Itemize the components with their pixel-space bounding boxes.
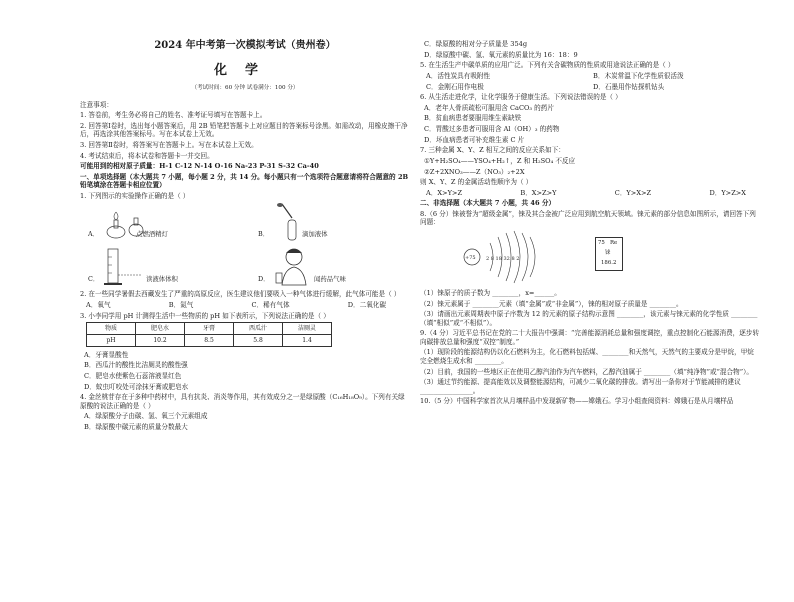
q4-option-b: B．绿原酸中碳元素的质量分数最大 [84,422,188,431]
q6-stem: 6. 从生活走进化学，让化学服务于健康生活。下列说法错误的是（ ） [420,93,622,102]
q4-option-d: D．绿原酸中碳、氢、氧元素的质量比为 16：18：9 [424,50,578,59]
q7-option-b: B．X>Z>Y [520,188,557,197]
q7-options [426,189,746,197]
figure-d [258,245,346,287]
element-card [595,237,623,271]
q7-option-c: C．Y>X>Z [614,188,652,197]
q3-option-b: B．西瓜汁的酸性比洁厕灵的酸性强 [84,361,188,370]
q10-stem: 10.（5 分）中国科学家首次从月壤样品中发现新矿物——嫦娥石。学习小组查阅资料：嫦娥石是从月壤样品 [420,397,734,406]
q4-option-a: A．绿原酸分子由碳、氢、氧三个元素组成 [84,412,208,421]
element-name: 铼 [605,250,611,257]
q6-option-b: B．贫血病患者要服用维生素缺铁 [424,114,522,123]
section1-heading: 一、单项选择题（本大题共 7 小题，每小题 2 分，共 14 分。每小题只有一个选项符合题意请将符合题意的 2B 铅笔填涂在答题卡相应位置） [80,172,409,190]
q6-option-a: A．老年人骨质疏松可服用含 CaCO₃ 的药片 [424,103,554,112]
atomic-masses: 可能用到的相对原子质量：H-1 C-12 N-14 O-16 Na-23 P-31 S-32 Ca-40 [80,162,319,171]
exam-title: 2024 年中考第一次模拟考试（贵州卷） [154,40,336,51]
q4-option-c: C．绿原酸的相对分子质量是 354g [424,40,528,48]
q5-option-c: C．金刚石用作电极 [426,82,484,91]
q7-reaction-2: ②Z+2XNO₃——Z（NO₃）₂+2X [424,167,525,176]
q6-option-d: D．坏血病患者可补充维生素 C 片 [424,135,525,144]
ph-table-cell: 西瓜汁 [234,323,283,335]
atomic-structure-diagram [460,229,570,285]
q8-part-1: （1）铼原子的质子数为 ________，x=______。 [420,289,561,298]
notice-item-2: 2. 回答第Ⅰ卷时，选出每小题答案后，用 2B 铅笔把答题卡上对应题目的答案标号涂黑。如需改动，用橡皮擦干净后，再选涂其他答案标号。写在本试卷上无效。 [80,121,408,139]
smelling-person-icon [272,245,316,287]
q5-option-b: B．木炭常温下化学性质很活泼 [593,71,684,80]
q9-part-2: （2）目前，我国的一些地区正在使用乙醇汽油作为汽车燃料，乙醇汽油属于 ________（填“纯净物”或“混合物”）。 [420,367,753,376]
q4-stem: 4. 金丝桃苷存在于多种中药材中，具有抗炎、消炎等作用，其有效成分之一是绿原酸（C₁₆H₁₈O₉）。下列有关绿原酸的说法正确的是（ ） [80,393,405,410]
q7-ask: 则 X、Y、Z 的金属活动性顺序为（ ） [420,178,533,187]
figure-c-caption: 读液体体积 [146,275,178,284]
figure-a-caption: 点燃酒精灯 [136,230,168,239]
ph-table-cell: 牙膏 [185,323,234,335]
q3-option-c: C．肥皂水使紫色石蕊溶液显红色 [84,371,182,380]
ph-table-cell: 1.4 [283,335,332,347]
ph-table-header [87,323,332,335]
q1-figures-row1 [80,202,410,242]
left-column [80,0,410,562]
graduated-cylinder-icon [100,245,144,287]
q3-stem: 3. 小李同学用 pH 计测得生活中一些物质的 pH 如下表所示，下列说法正确的是（ ） [80,311,330,320]
q7-stem: 7. 三种金属 X、Y、Z 相互之间的反应关系如下： [420,146,565,155]
subject-title: 化学 [213,62,276,78]
section2-heading: 二、非选择题（本大题共 7 小题，共 46 分） [420,199,556,208]
q7-reaction-1: ①Y+H₂SO₄——YSO₄+H₂↑，Z 和 H₂SO₄ 不反应 [424,156,576,165]
nucleus-label: +75 [465,255,476,262]
q2-option-c: C．稀有气体 [251,301,290,310]
right-column [420,0,760,602]
q8-stem: 8.（6 分）铼被誉为“超级金属”，铼及其合金被广泛应用到航空航天领域。铼元素的部分信息如图所示，请回答下列问题： [420,210,756,227]
q5-options-row1 [426,72,760,80]
ph-table-cell: pH [87,335,136,347]
q5-stem: 5. 在生活生产中碳单质的应用广泛。下列有关含碳物质的性质或用途说法正确的是（ ） [420,61,675,70]
q9-part-1: （1）现阶段的能源结构仍以化石燃料为主，化石燃料包括煤、________和天然气，天然气的主要成分是甲烷，甲烷完全燃烧生成水和 ________。 [420,348,754,365]
q2-options [86,301,386,309]
element-symbol: Re [610,240,618,247]
notice-item-4: 4. 考试结束后，将本试卷和答题卡一并交回。 [80,151,214,160]
ph-table-cell: 肥皂水 [136,323,185,335]
q2-option-b: B．氮气 [168,301,194,310]
figure-d-caption: 闻药品气味 [314,275,346,284]
figure-c-letter: C． [88,275,100,284]
notice-item-3: 3. 回答第Ⅱ卷时，将答案写在答题卡上。写在本试卷上无效。 [80,140,258,149]
figure-a-letter: A． [88,230,100,239]
figure-c [88,245,178,287]
element-number: 75 [598,240,605,247]
figure-b-letter: B． [258,230,270,239]
q2-stem: 2. 在一些同学暑假去西藏发生了严重的高原反应，医生建议他们要吸入一种气体进行缓解，此气体可能是（ ） [80,290,401,299]
q6-option-c: C．胃酸过多患者可服用含 Al（OH）₃ 的药物 [424,125,560,133]
notice-heading: 注意事项： [80,100,113,109]
q8-part-2: （2）铼元素属于 ________元素（填“金属”或“非金属”），铼的相对原子质量是 ________。 [420,299,683,308]
ph-table-cell: 物质 [87,323,136,335]
rhenium-figure [420,229,760,285]
ph-table [86,322,332,346]
ph-table-cell: 洁厕灵 [283,323,332,335]
q2-option-d: D．二氧化碳 [347,301,386,310]
figure-d-letter: D． [258,275,270,284]
ph-table-cell: 5.8 [234,335,283,347]
ph-table-row [87,335,332,347]
q5-options-row2 [426,83,760,91]
q8-part-3: （3）请画出元素周期表中原子序数为 12 的元素的原子结构示意图 ________，该元素与铼元素的化学性质 ________（填“相似”或“不相似”）。 [420,310,758,327]
q1-figures-row2 [80,245,410,287]
q3-option-a: A．牙膏显酸性 [84,350,129,359]
figure-a [88,208,168,240]
element-mass: 186.2 [601,260,617,267]
q2-option-a: A．氧气 [86,301,111,310]
q3-option-d: D．蚊虫叮咬处可涂抹牙膏或肥皂水 [84,382,189,391]
q5-option-a: A．活性炭具有吸附性 [426,71,491,80]
q9-part-3: （3）通过节约能源、提高能效以及调整能源结构，可减少二氧化碳的排放。请写出一条你对于节能减排的建议 ________________。 [420,378,741,395]
notice-item-1: 1. 答卷前，考生务必将自己的姓名、准考证号填写在答题卡上。 [80,111,267,120]
ph-table-cell: 8.5 [185,335,234,347]
figure-b [258,202,328,242]
q7-option-a: A．X>Y>Z [426,188,463,197]
figure-b-caption: 滴加液体 [302,230,328,239]
q1-stem: 1. 下列图示的实验操作正确的是（ ） [80,191,190,200]
ph-table-cell: 10.2 [136,335,185,347]
exam-info: （考试时间：60 分钟 试卷满分：100 分） [191,85,299,92]
q9-stem: 9.（4 分）习近平总书记在党的二十大报告中强调：“完善能源消耗总量和强度调控，重点控制化石能源消费，逐步转向碳排放总量和强度“双控”制度。” [420,329,760,346]
q7-option-d: D．Y>Z>X [709,188,746,197]
electron-shell-numbers: 2 8 18 32 8 2 [486,256,520,263]
q5-option-d: D．石墨用作钻探机钻头 [593,82,665,91]
